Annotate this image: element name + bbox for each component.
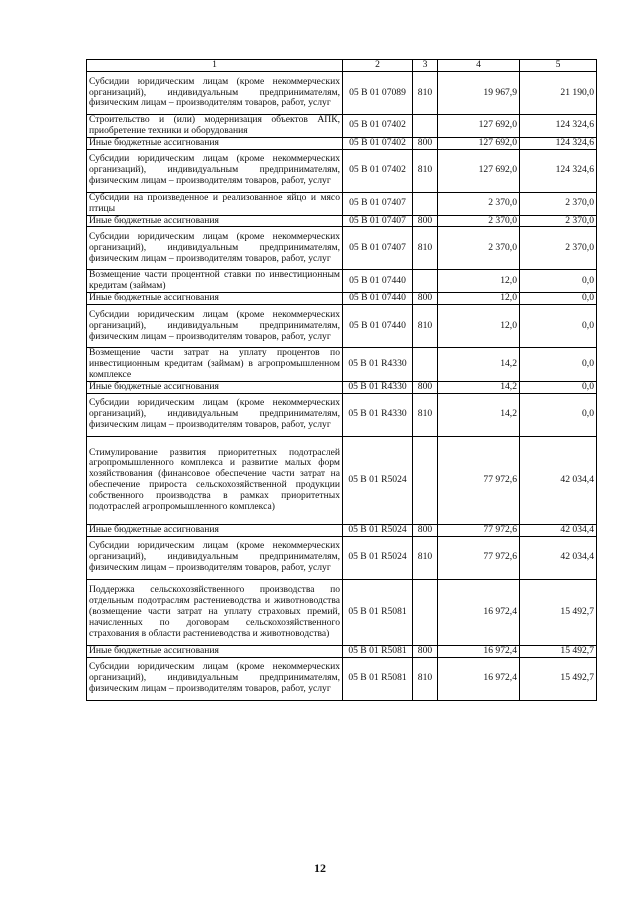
row-type-cell bbox=[413, 115, 438, 138]
row-code-cell: 05 В 01 R5081 bbox=[343, 579, 413, 645]
row-sum2-cell: 0,0 bbox=[520, 293, 597, 305]
table-row bbox=[87, 115, 597, 138]
row-name-cell: Иные бюджетные ассигнования bbox=[87, 645, 343, 657]
table-row bbox=[87, 524, 597, 536]
row-type-cell: 810 bbox=[413, 227, 438, 270]
table-row bbox=[87, 381, 597, 393]
table-row bbox=[87, 645, 597, 657]
row-code-cell: 05 В 01 R5024 bbox=[343, 524, 413, 536]
table-row bbox=[87, 149, 597, 192]
row-type-cell: 810 bbox=[413, 305, 438, 348]
row-code-cell: 05 В 01 07407 bbox=[343, 192, 413, 215]
row-name-cell: Субсидии юридическим лицам (кроме некоммерческих организаций), индивидуальным предпринимателям, физическим лицам – производителям товаров, работ, услуг bbox=[87, 72, 343, 115]
row-code-cell: 05 В 01 R5024 bbox=[343, 436, 413, 524]
row-sum2-cell: 42 034,4 bbox=[520, 524, 597, 536]
row-sum2-cell: 42 034,4 bbox=[520, 436, 597, 524]
row-type-cell bbox=[413, 348, 438, 382]
row-sum2-cell: 124 324,6 bbox=[520, 115, 597, 138]
row-sum1-cell: 2 370,0 bbox=[438, 192, 520, 215]
row-sum2-cell: 0,0 bbox=[520, 381, 597, 393]
row-type-cell: 800 bbox=[413, 524, 438, 536]
row-type-cell: 810 bbox=[413, 393, 438, 436]
row-name-cell: Субсидии юридическим лицам (кроме некоммерческих организаций), индивидуальным предпринимателям, физическим лицам – производителям товаров, работ, услуг bbox=[87, 657, 343, 700]
row-code-cell: 05 В 01 R4330 bbox=[343, 393, 413, 436]
row-sum2-cell: 42 034,4 bbox=[520, 536, 597, 579]
row-code-cell: 05 В 01 R5024 bbox=[343, 536, 413, 579]
row-type-cell: 800 bbox=[413, 215, 438, 227]
table-row bbox=[87, 215, 597, 227]
row-type-cell: 810 bbox=[413, 149, 438, 192]
row-sum1-cell: 14,2 bbox=[438, 381, 520, 393]
row-code-cell: 05 В 01 07440 bbox=[343, 305, 413, 348]
row-sum2-cell: 2 370,0 bbox=[520, 192, 597, 215]
table-row bbox=[87, 137, 597, 149]
table-row bbox=[87, 579, 597, 645]
column-header: 4 bbox=[438, 60, 520, 72]
column-header: 2 bbox=[343, 60, 413, 72]
row-type-cell: 800 bbox=[413, 137, 438, 149]
row-sum2-cell: 15 492,7 bbox=[520, 657, 597, 700]
row-name-cell: Иные бюджетные ассигнования bbox=[87, 524, 343, 536]
row-code-cell: 05 В 01 07402 bbox=[343, 137, 413, 149]
row-type-cell: 800 bbox=[413, 381, 438, 393]
table-row bbox=[87, 348, 597, 382]
row-sum2-cell: 0,0 bbox=[520, 393, 597, 436]
row-name-cell: Субсидии на произведенное и реализованное яйцо и мясо птицы bbox=[87, 192, 343, 215]
row-sum2-cell: 124 324,6 bbox=[520, 137, 597, 149]
row-sum1-cell: 127 692,0 bbox=[438, 115, 520, 138]
row-sum1-cell: 14,2 bbox=[438, 348, 520, 382]
row-sum2-cell: 0,0 bbox=[520, 348, 597, 382]
row-sum2-cell: 2 370,0 bbox=[520, 215, 597, 227]
row-type-cell: 810 bbox=[413, 72, 438, 115]
row-code-cell: 05 В 01 R4330 bbox=[343, 381, 413, 393]
row-sum1-cell: 2 370,0 bbox=[438, 227, 520, 270]
table-row bbox=[87, 192, 597, 215]
column-header: 1 bbox=[87, 60, 343, 72]
row-sum2-cell: 0,0 bbox=[520, 270, 597, 293]
row-sum1-cell: 16 972,4 bbox=[438, 579, 520, 645]
row-sum1-cell: 19 967,9 bbox=[438, 72, 520, 115]
row-type-cell: 800 bbox=[413, 293, 438, 305]
page-number: 12 bbox=[314, 861, 326, 875]
row-name-cell: Иные бюджетные ассигнования bbox=[87, 381, 343, 393]
row-sum1-cell: 16 972,4 bbox=[438, 657, 520, 700]
row-name-cell: Субсидии юридическим лицам (кроме некоммерческих организаций), индивидуальным предпринимателям, физическим лицам – производителям товаров, работ, услуг bbox=[87, 393, 343, 436]
row-sum1-cell: 16 972,4 bbox=[438, 645, 520, 657]
row-name-cell: Возмещение части процентной ставки по инвестиционным кредитам (займам) bbox=[87, 270, 343, 293]
row-name-cell: Строительство и (или) модернизация объектов АПК, приобретение техники и оборудования bbox=[87, 115, 343, 138]
row-sum1-cell: 12,0 bbox=[438, 293, 520, 305]
column-header: 5 bbox=[520, 60, 597, 72]
row-name-cell: Иные бюджетные ассигнования bbox=[87, 137, 343, 149]
row-type-cell: 810 bbox=[413, 536, 438, 579]
row-sum1-cell: 12,0 bbox=[438, 305, 520, 348]
table-row bbox=[87, 305, 597, 348]
row-code-cell: 05 В 01 07407 bbox=[343, 215, 413, 227]
row-sum2-cell: 15 492,7 bbox=[520, 645, 597, 657]
table-body bbox=[87, 72, 597, 701]
budget-table bbox=[86, 59, 597, 701]
row-sum1-cell: 12,0 bbox=[438, 270, 520, 293]
row-sum1-cell: 127 692,0 bbox=[438, 149, 520, 192]
row-code-cell: 05 В 01 07402 bbox=[343, 149, 413, 192]
row-name-cell: Иные бюджетные ассигнования bbox=[87, 293, 343, 305]
table-row bbox=[87, 536, 597, 579]
row-code-cell: 05 В 01 R4330 bbox=[343, 348, 413, 382]
row-name-cell: Стимулирование развития приоритетных подотраслей агропромышленного комплекса и развитие малых форм хозяйствования (финансовое обеспечение части затрат на обеспечение прироста сельскохозяйственной продукции собственного производства в рамках приоритетных подотраслей агропромышленного комплекса) bbox=[87, 436, 343, 524]
row-sum1-cell: 77 972,6 bbox=[438, 436, 520, 524]
row-type-cell bbox=[413, 270, 438, 293]
row-code-cell: 05 В 01 07440 bbox=[343, 270, 413, 293]
row-name-cell: Поддержка сельскохозяйственного производства по отдельным подотраслям растениеводства и животноводства (возмещение части затрат на уплату страховых премий, начисленных по договорам сельскохозяйственного страхования в области растениеводства и животноводства) bbox=[87, 579, 343, 645]
table-row bbox=[87, 293, 597, 305]
row-sum1-cell: 77 972,6 bbox=[438, 524, 520, 536]
row-type-cell: 800 bbox=[413, 645, 438, 657]
row-sum2-cell: 124 324,6 bbox=[520, 149, 597, 192]
row-sum1-cell: 77 972,6 bbox=[438, 536, 520, 579]
row-name-cell: Иные бюджетные ассигнования bbox=[87, 215, 343, 227]
row-sum1-cell: 14,2 bbox=[438, 393, 520, 436]
row-code-cell: 05 В 01 07089 bbox=[343, 72, 413, 115]
row-code-cell: 05 В 01 07440 bbox=[343, 293, 413, 305]
table-row bbox=[87, 270, 597, 293]
row-type-cell bbox=[413, 192, 438, 215]
row-code-cell: 05 В 01 07402 bbox=[343, 115, 413, 138]
column-header: 3 bbox=[413, 60, 438, 72]
row-name-cell: Субсидии юридическим лицам (кроме некоммерческих организаций), индивидуальным предпринимателям, физическим лицам – производителям товаров, работ, услуг bbox=[87, 305, 343, 348]
row-name-cell: Субсидии юридическим лицам (кроме некоммерческих организаций), индивидуальным предпринимателям, физическим лицам – производителям товаров, работ, услуг bbox=[87, 149, 343, 192]
row-sum2-cell: 15 492,7 bbox=[520, 579, 597, 645]
table-row bbox=[87, 436, 597, 524]
row-sum1-cell: 127 692,0 bbox=[438, 137, 520, 149]
row-sum2-cell: 2 370,0 bbox=[520, 227, 597, 270]
row-type-cell bbox=[413, 579, 438, 645]
table-row bbox=[87, 72, 597, 115]
row-sum2-cell: 21 190,0 bbox=[520, 72, 597, 115]
table-row bbox=[87, 227, 597, 270]
table-row bbox=[87, 657, 597, 700]
row-code-cell: 05 В 01 R5081 bbox=[343, 657, 413, 700]
row-name-cell: Возмещение части затрат на уплату процентов по инвестиционным кредитам (займам) в агропромышленном комплексе bbox=[87, 348, 343, 382]
row-type-cell bbox=[413, 436, 438, 524]
table-header-row bbox=[87, 60, 597, 72]
row-type-cell: 810 bbox=[413, 657, 438, 700]
table-row bbox=[87, 393, 597, 436]
row-code-cell: 05 В 01 R5081 bbox=[343, 645, 413, 657]
row-name-cell: Субсидии юридическим лицам (кроме некоммерческих организаций), индивидуальным предпринимателям, физическим лицам – производителям товаров, работ, услуг bbox=[87, 536, 343, 579]
row-sum1-cell: 2 370,0 bbox=[438, 215, 520, 227]
row-name-cell: Субсидии юридическим лицам (кроме некоммерческих организаций), индивидуальным предпринимателям, физическим лицам – производителям товаров, работ, услуг bbox=[87, 227, 343, 270]
row-code-cell: 05 В 01 07407 bbox=[343, 227, 413, 270]
row-sum2-cell: 0,0 bbox=[520, 305, 597, 348]
